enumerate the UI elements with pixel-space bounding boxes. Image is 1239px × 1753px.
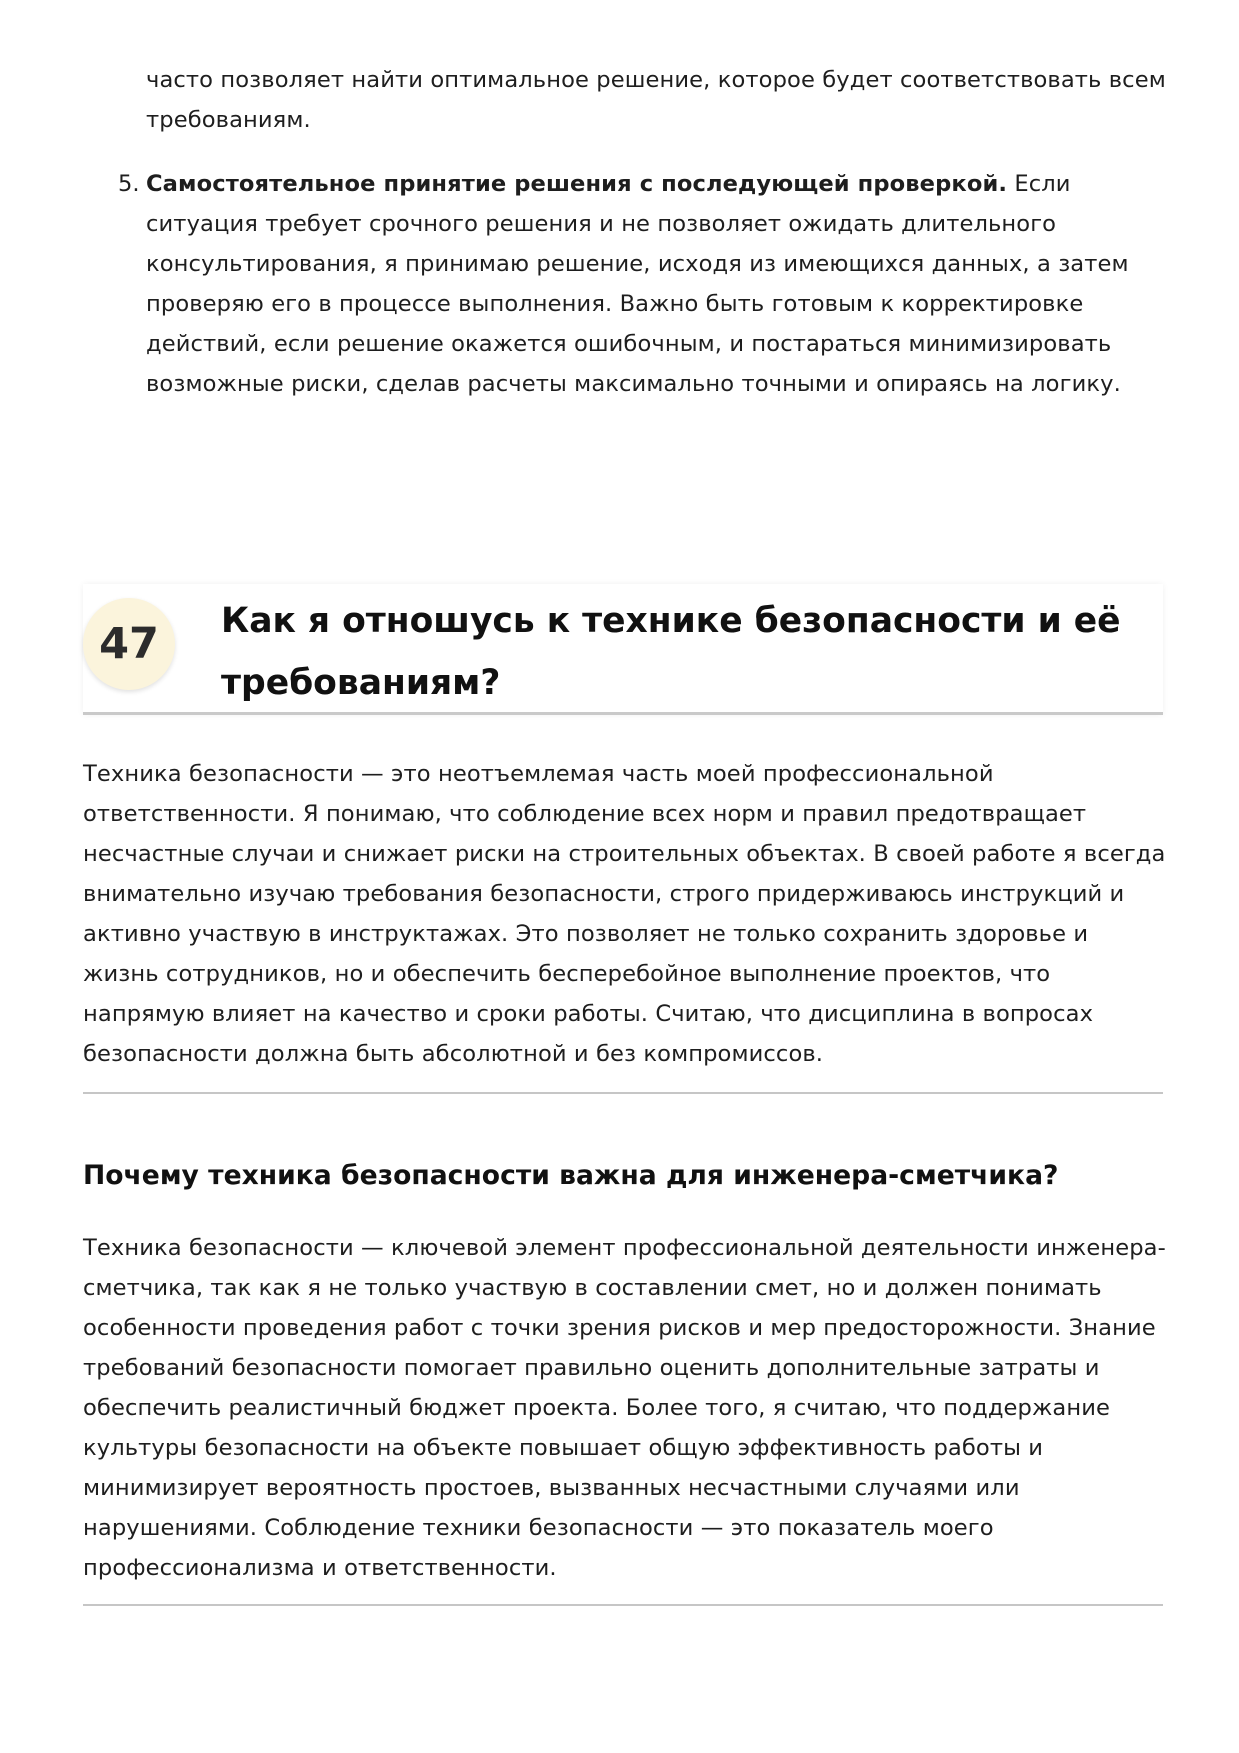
subsection-paragraph: Техника безопасности — ключевой элемент профессиональной деятельности инженера-сметчика, так как я не только участвую в составлении смет, но и должен понимать особенности проведения работ с точки зрения рисков и мер предосторожности. Знание требований безопасности помогает правильно оценить дополнительные затраты и обеспечить реалистичный бюджет проекта. Более того, я считаю, что поддержание культуры безопасности на объекте повышает общую эффективность работы и минимизирует вероятность простоев, вызванных несчастными случаями или нарушениями. Соблюдение техники безопасности — это показатель моего профессионализма и ответственности. xyxy=(83,1235,1166,1581)
subsection-heading: Почему техника безопасности важна для инженера-сметчика? xyxy=(83,1160,1059,1191)
list-item-number: 5. xyxy=(118,171,140,197)
list-item-text xyxy=(146,164,1166,404)
question-number-badge: 47 xyxy=(83,598,175,690)
list-item-5 xyxy=(118,164,1166,404)
section-divider xyxy=(83,1092,1163,1094)
list-item-body: Если ситуация требует срочного решения и не позволяет ожидать длительного консультирования, я принимаю решение, исходя из имеющихся данных, а затем проверяю его в процессе выполнения. Важно быть готовым к корректировке действий, если решение окажется ошибочным, и постараться минимизировать возможные риски, сделав расчеты максимально точными и опираясь на логику. xyxy=(146,171,1129,397)
question-title: Как я отношусь к технике безопасности и её требованиям? xyxy=(221,601,1121,703)
list-item-bold-lead: Самостоятельное принятие решения с последующей проверкой. xyxy=(146,171,1008,197)
question-header xyxy=(83,584,1163,715)
answer-paragraph: Техника безопасности — это неотъемлемая часть моей профессиональной ответственности. Я понимаю, что соблюдение всех норм и правил предотвращает несчастные случаи и снижает риски на строительных объектах. В своей работе я всегда внимательно изучаю требования безопасности, строго придерживаюсь инструкций и активно участвую в инструктажах. Это позволяет не только сохранить здоровье и жизнь сотрудников, но и обеспечить бесперебойное выполнение проектов, что напрямую влияет на качество и сроки работы. Считаю, что дисциплина в вопросах безопасности должна быть абсолютной и без компромиссов. xyxy=(83,761,1166,1067)
continuation-paragraph: часто позволяет найти оптимальное решение, которое будет соответствовать всем требованиям. xyxy=(146,67,1166,133)
section-divider-bottom xyxy=(83,1604,1163,1606)
